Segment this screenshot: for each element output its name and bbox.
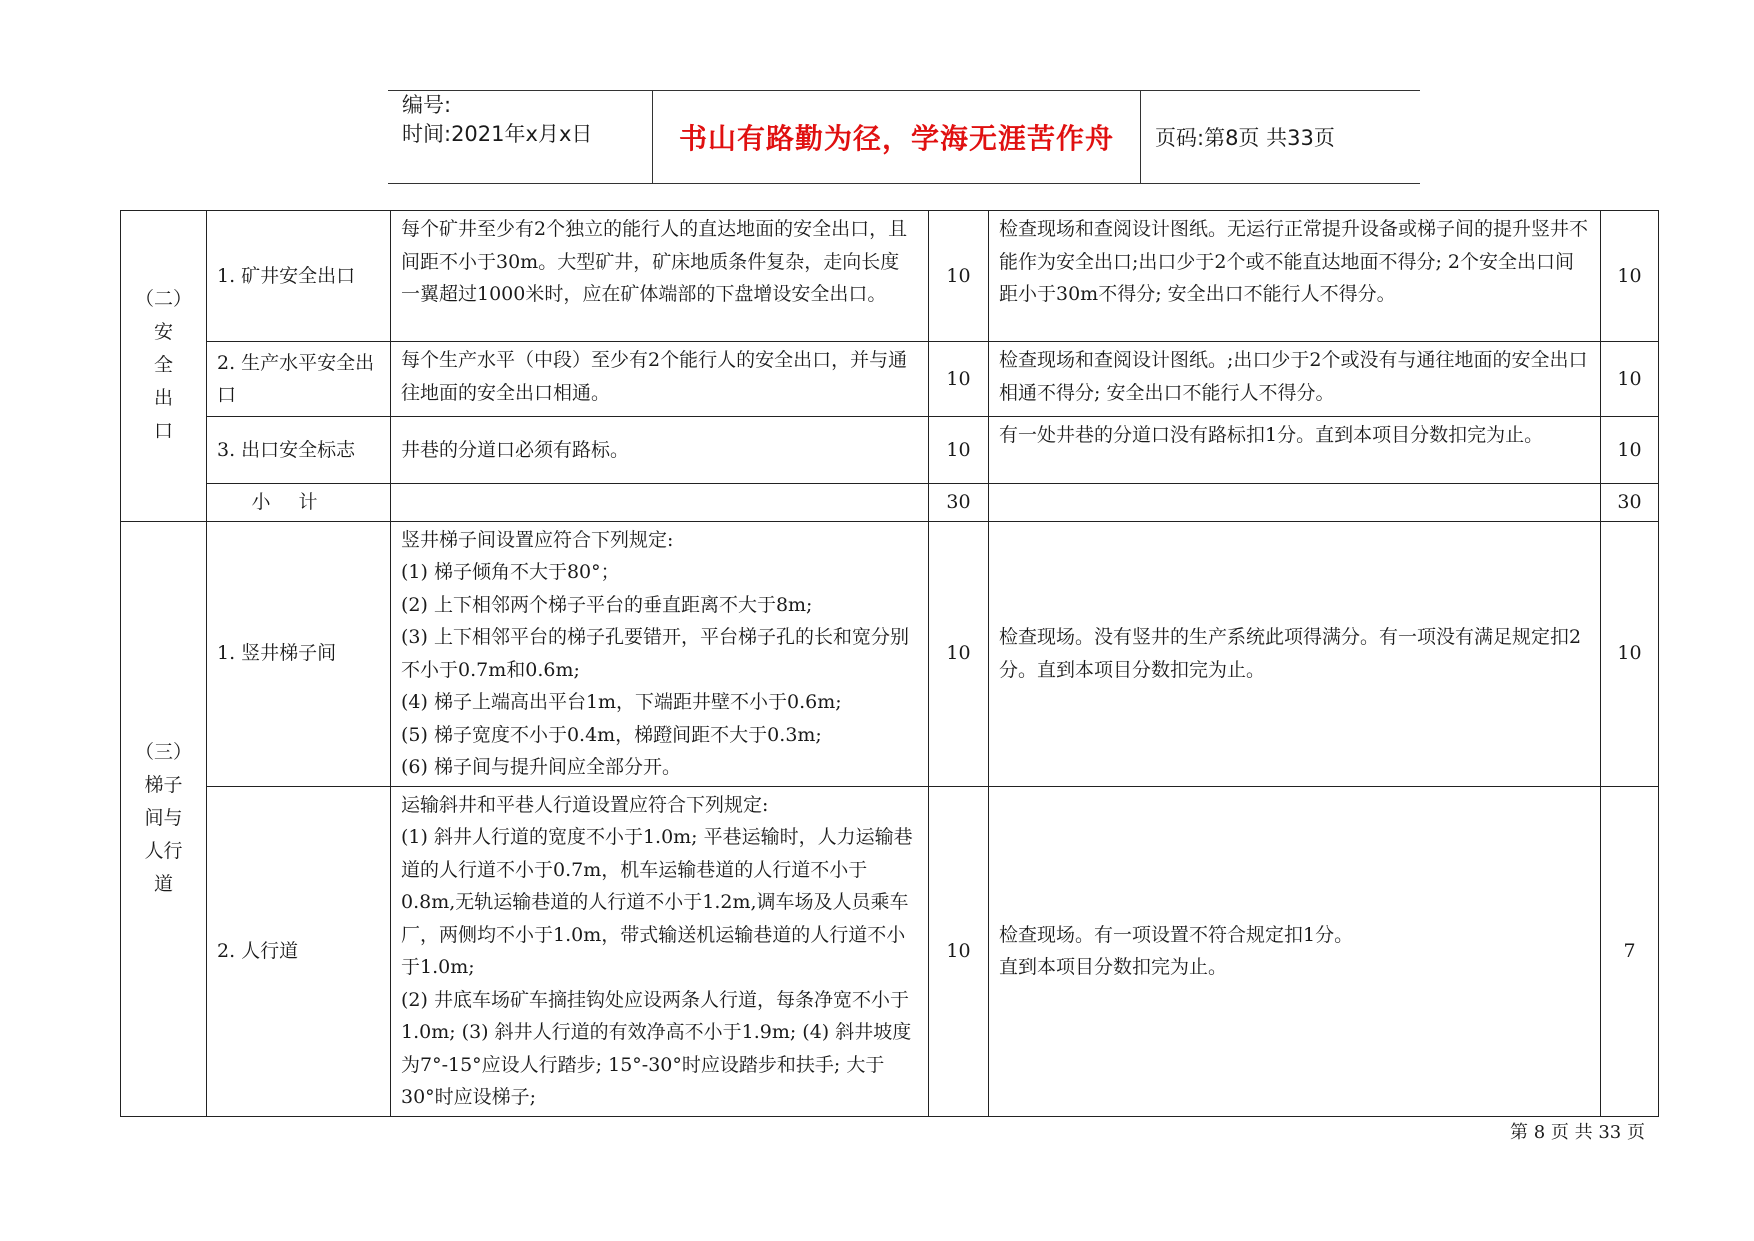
category-line: 道: [153, 873, 173, 895]
subtotal-requirement-empty: [391, 484, 929, 522]
inspection-score-table: [120, 210, 1659, 1117]
actual-score: 10: [1601, 342, 1659, 417]
subtotal-check-empty: [989, 484, 1601, 522]
item-requirement: [391, 342, 929, 417]
header-motto: 书山有路勤为径，学海无涯苦作舟: [678, 122, 1114, 155]
requirement-text: 每个生产水平（中段）至少有2个能行人的安全出口，并与通往地面的安全出口相通。: [401, 349, 908, 404]
category-cell: [121, 521, 207, 1116]
requirement-text: (4) 梯子上端高出平台1m，下端距井壁不小于0.6m;: [401, 691, 842, 713]
item-requirement: [391, 786, 929, 1116]
standard-score: 10: [929, 786, 989, 1116]
category-line: 人行: [144, 840, 183, 862]
check-method-text: 检查现场和查阅设计图纸。无运行正常提升设备或梯子间的提升竖井不能作为安全出口;出口少于2个或不能直达地面不得分; 2个安全出口间距小于30m不得分; 安全出口不能行人不得分。: [999, 218, 1589, 305]
category-line: 出: [153, 387, 173, 410]
category-line: 口: [153, 420, 173, 443]
requirement-text: 竖井梯子间设置应符合下列规定:: [401, 528, 674, 551]
actual-score: 10: [1601, 521, 1659, 786]
check-method: [989, 417, 1601, 484]
requirement-text: (2) 井底车场矿车摘挂钩处应设两条人行道，每条净宽不小于1.0m; (3) 斜井人行道的有效净高不小于1.9m; (4) 斜井坡度为7°-15°应设人行踏步; 15°-30°时应设踏步和扶手; 大于30°时应设梯子;: [401, 988, 912, 1108]
item-name: 1. 矿井安全出口: [207, 211, 391, 342]
subtotal-standard-score: 30: [929, 484, 989, 522]
requirement-text: (3) 上下相邻平台的梯子孔要错开，平台梯子孔的长和宽分别不小于0.7m和0.6m;: [401, 626, 909, 681]
table-row: [121, 786, 1659, 1116]
header-meta: [402, 91, 642, 149]
check-method-text: 有一处井巷的分道口没有路标扣1分。直到本项目分数扣完为止。: [999, 424, 1544, 446]
subtotal-actual-score: 30: [1601, 484, 1659, 522]
requirement-text: 运输斜井和平巷人行道设置应符合下列规定:: [401, 793, 769, 816]
check-method-text: 直到本项目分数扣完为止。: [999, 956, 1228, 978]
check-method-text: 检查现场和查阅设计图纸。;出口少于2个或没有与通往地面的安全出口相通不得分; 安全出口不能行人不得分。: [999, 349, 1588, 404]
standard-score: 10: [929, 417, 989, 484]
document-number-label: 编号:: [402, 93, 452, 117]
check-method: [989, 521, 1601, 786]
table-row: [121, 211, 1659, 342]
requirement-text: (6) 梯子间与提升间应全部分开。: [401, 756, 681, 778]
actual-score: 10: [1601, 211, 1659, 342]
category-line: 间与: [144, 807, 183, 829]
header-page-info: 页码:第8页 共33页: [1155, 126, 1335, 150]
requirement-text: (5) 梯子宽度不小于0.4m，梯蹬间距不大于0.3m;: [401, 723, 822, 746]
item-name: 3. 出口安全标志: [207, 417, 391, 484]
table-row: [121, 417, 1659, 484]
category-cell: [121, 211, 207, 522]
standard-score: 10: [929, 521, 989, 786]
document-date: 时间:2021年x月x日: [402, 122, 593, 146]
header-bottom-rule: [388, 183, 1420, 184]
check-method: [989, 786, 1601, 1116]
category-line: 安: [153, 321, 173, 344]
requirement-text: (2) 上下相邻两个梯子平台的垂直距离不大于8m;: [401, 593, 813, 616]
item-name: 2. 人行道: [207, 786, 391, 1116]
item-requirement: [391, 521, 929, 786]
actual-score: 10: [1601, 417, 1659, 484]
requirement-text: 每个矿井至少有2个独立的能行人的直达地面的安全出口，且间距不小于30m。大型矿井，矿床地质条件复杂，走向长度一翼超过1000米时，应在矿体端部的下盘增设安全出口。: [401, 218, 908, 305]
category-line: （三）: [134, 741, 192, 763]
requirement-text: (1) 斜井人行道的宽度不小于1.0m; 平巷运输时，人力运输巷道的人行道不小于0.7m，机车运输巷道的人行道不小于0.8m,无轨运输巷道的人行道不小于1.2m,调车场及人员乘车厂，两侧均不小于1.0m，带式输送机运输巷道的人行道不小于1.0m;: [401, 826, 913, 978]
requirement-text: 井巷的分道口必须有路标。: [401, 438, 630, 461]
item-requirement: [391, 211, 929, 342]
check-method-text: 检查现场。有一项设置不符合规定扣1分。: [999, 923, 1354, 946]
table-row: [121, 342, 1659, 417]
page-footer: 第 8 页 共 33 页: [1510, 1122, 1645, 1143]
item-name: 1. 竖井梯子间: [207, 521, 391, 786]
table-row-subtotal: [121, 484, 1659, 522]
table-row: [121, 521, 1659, 786]
category-line: 全: [153, 354, 173, 377]
check-method: [989, 342, 1601, 417]
standard-score: 10: [929, 342, 989, 417]
standard-score: 10: [929, 211, 989, 342]
item-requirement: [391, 417, 929, 484]
requirement-text: (1) 梯子倾角不大于80°；: [401, 561, 620, 583]
category-line: （二）: [134, 288, 192, 311]
check-method: [989, 211, 1601, 342]
category-line: 梯子: [144, 774, 183, 796]
item-name: 2. 生产水平安全出口: [207, 342, 391, 417]
actual-score: 7: [1601, 786, 1659, 1116]
check-method-text: 检查现场。没有竖井的生产系统此项得满分。有一项没有满足规定扣2分。直到本项目分数扣完为止。: [999, 626, 1582, 681]
subtotal-label: 小计: [207, 484, 391, 522]
